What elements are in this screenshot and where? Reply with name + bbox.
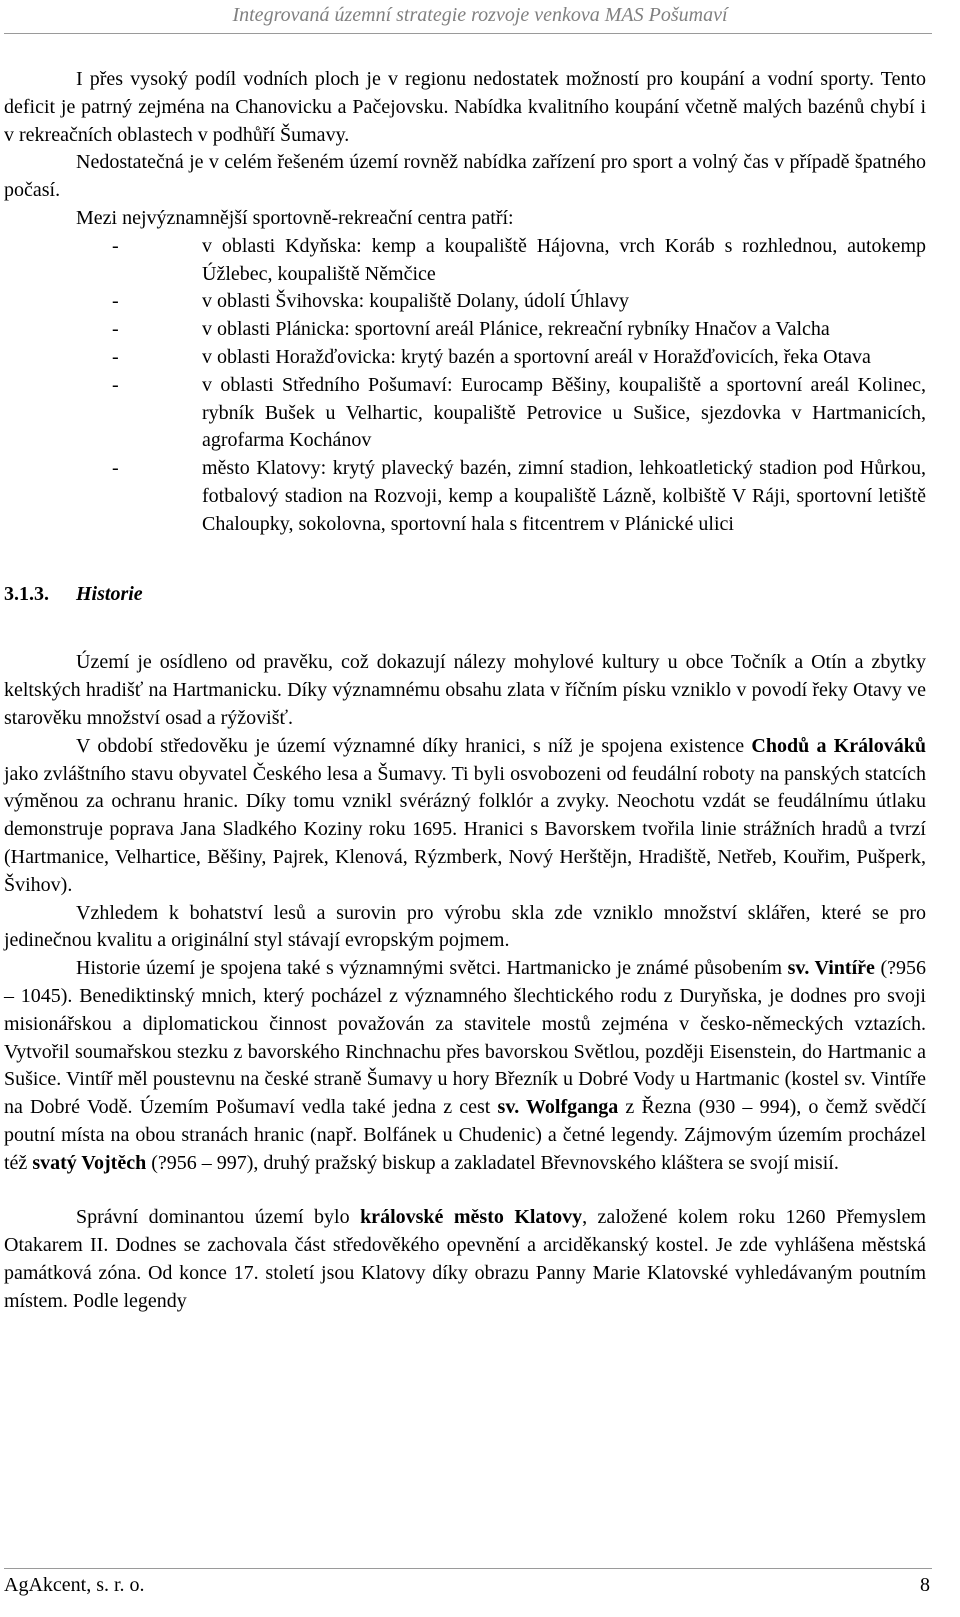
- list-item: - město Klatovy: krytý plavecký bazén, zimní stadion, lehkoatletický stadion pod Hůrkou, fotbalový stadion na Rozvoji, kemp a koupaliště Lázně, kolbiště V Ráji, sportovní letiště Chaloupky, sokolovna, sportovní hala s fitcentrem v Plánické ulici: [112, 457, 926, 535]
- list-item: - v oblasti Horažďovicka: krytý bazén a sportovní areál v Horažďovicích, řeka Otava: [76, 344, 926, 372]
- section-title: Historie: [76, 582, 143, 605]
- sports-centres-list: [4, 233, 926, 539]
- section-heading: [4, 581, 926, 609]
- list-item: - v oblasti Kdyňska: kemp a koupaliště Hájovna, vrch Koráb s rozhlednou, autokemp Úžlebec, koupaliště Němčice: [112, 234, 926, 285]
- paragraph-saints: Historie území je spojena také s významnými světci. Hartmanicko je známé působením sv. Vintíře (?956 – 1045). Benediktinský mnich, který pocházel z významného šlechtického rodu z Duryňska, je dodnes pro svoji misionářskou a diplomatickou činnost považován za stavitele mostů zejména v česko-německých vztazích. Vytvořil soumařskou stezku z bavorského Rinchnachu přes bavorskou Světlou, později Eisenstein, do Hartmanic a Sušice. Vintíř měl poustevnu na české straně Šumavy u hory Březník u Dobré Vody u Hartmanic (kostel sv. Vintíře na Dobré Vodě. Územím Pošumaví vedla také jedna z cest sv. Wolfganga z Řezna (930 – 994), o čemž svědčí poutní místa na obou stranách hranic (např. Bolfánek u Chudenic) a četné legendy. Zájmovým územím procházel též svatý Vojtěch (?956 – 997), druhý pražský biskup a zakladatel Břevnovského kláštera se svojí misií.: [4, 957, 926, 1174]
- paragraph-glassworks: Vzhledem k bohatství lesů a surovin pro výrobu skla zde vzniklo množství sklářen, které se pro jedinečnou kvalitu a originální styl stávají evropským pojmem.: [4, 901, 926, 952]
- list-item: - v oblasti Plánicka: sportovní areál Plánice, rekreační rybníky Hnačov a Valcha: [76, 316, 926, 344]
- paragraph-prehistory: Území je osídleno od pravěku, což dokazují nálezy mohylové kultury u obce Točník a Otín a zbytky keltských hradišť na Hartmanicku. Díky významnému obsahu zlata v říčním písku vzniklo v povodí řeky Otavy ve starověku množství osad a rýžovišť.: [4, 651, 926, 729]
- page-number: 8: [920, 1574, 930, 1596]
- dash-bullet: -: [112, 457, 119, 480]
- paragraph-bad-weather: Nedostatečná je v celém řešeném území rovněž nabídka zařízení pro sport a volný čas v případě špatného počasí.: [4, 151, 926, 202]
- list-item: - v oblasti Švihovska: koupaliště Dolany, údolí Úhlavy: [76, 288, 926, 316]
- paragraph-middle-ages: V období středověku je území významné díky hranici, s níž je spojena existence Chodů a Králováků jako zvláštního stavu obyvatel Českého lesa a Šumavy. Ti byli osvobozeni od feudální roboty na panských statcích výměnou za ochranu hranic. Díky tomu vznikl svérázný folklór a zvyky. Neochotu vzdát se feudálnímu útlaku demonstruje poprava Jana Sladkého Koziny roku 1695. Hranici s Bavorskem tvořila linie strážních hradů a tvrzí (Hartmanice, Velhartice, Běšiny, Pajrek, Klenová, Rýzmberk, Nový Herštějn, Hradiště, Netřeb, Kouřim, Pušperk, Švihov).: [4, 734, 926, 896]
- dash-bullet: -: [112, 318, 119, 341]
- list-item: - v oblasti Středního Pošumaví: Eurocamp Běšiny, koupaliště a sportovní areál Kolinec, rybník Bušek u Velhartic, koupaliště Petrovice u Sušice, sjezdovka v Hartmanicích, agrofarma Kochánov: [112, 373, 926, 452]
- footer-company: AgAkcent, s. r. o.: [4, 1574, 145, 1596]
- dash-bullet: -: [112, 373, 119, 396]
- footer-divider: [4, 1568, 932, 1569]
- paragraph-klatovy: Správní dominantou území bylo královské město Klatovy, založené kolem roku 1260 Přemyslem Otakarem II. Dodnes se zachovala část středověkého opevnění a arciděkanský kostel. Je zde vyhlášena městská památková zóna. Od konce 17. století jsou Klatovy díky obrazu Panny Marie Klatovské vyhledávaným poutním místem. Podle legendy: [4, 1206, 927, 1312]
- section-number: 3.1.3.: [4, 582, 49, 605]
- header-divider: [4, 33, 932, 34]
- paragraph-centres-intro: Mezi nejvýznamnější sportovně-rekreační centra patří:: [76, 206, 514, 229]
- running-header: Integrovaná územní strategie rozvoje venkova MAS Pošumaví: [232, 4, 728, 26]
- dash-bullet: -: [112, 234, 119, 257]
- page-body: [4, 66, 926, 1316]
- dash-bullet: -: [112, 345, 119, 368]
- dash-bullet: -: [112, 290, 119, 313]
- paragraph-water-sports: I přes vysoký podíl vodních ploch je v regionu nedostatek možností pro koupání a vodní sporty. Tento deficit je patrný zejména na Chanovicku a Pačejovsku. Nabídka kvalitního koupání včetně malých bazénů chybí i v rekreačních oblastech v podhůří Šumavy.: [4, 68, 926, 146]
